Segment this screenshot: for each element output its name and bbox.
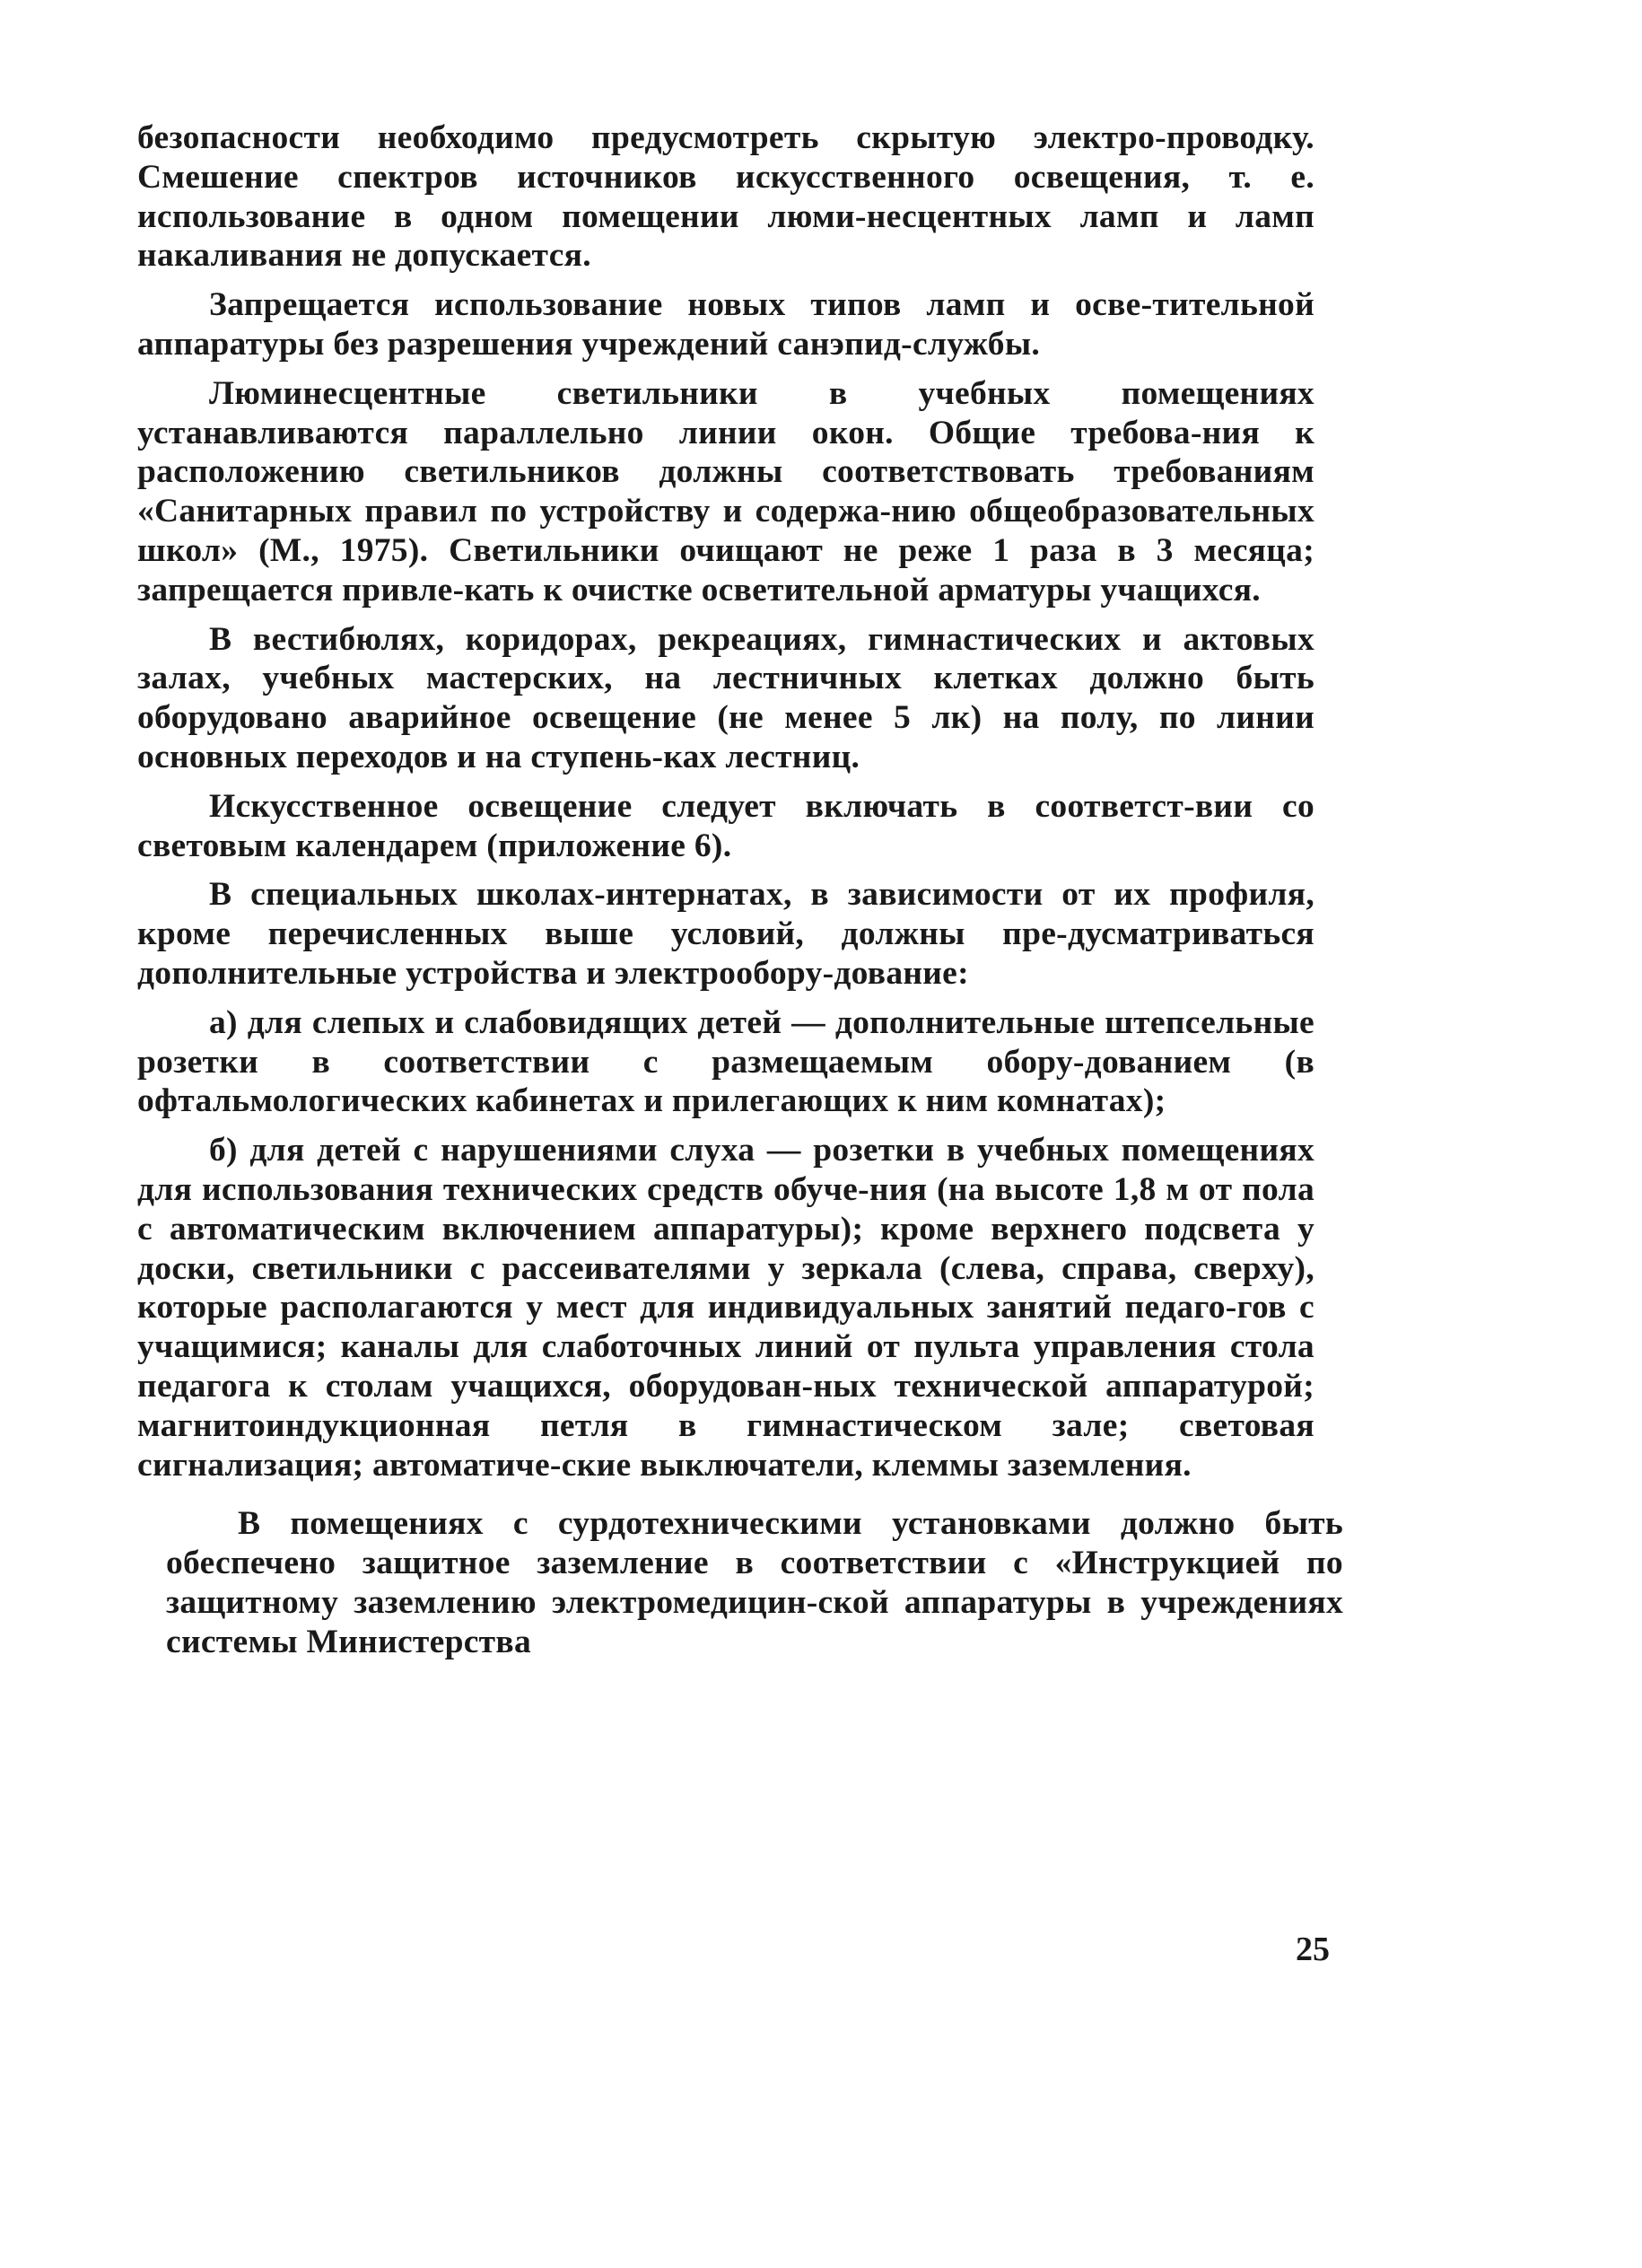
paragraph-safety-wiring: безопасности необходимо предусмотреть скрытую электро-проводку. Смешение спектров источников искусственного освещения, т. е. использование в одном помещении люми-несцентных ламп и ламп накаливания не допускается. xyxy=(137,119,1314,275)
paragraph-lamp-approval: Запрещается использование новых типов ламп и осве-тительной аппаратуры без разрешения учреждений санэпид-службы. xyxy=(137,286,1314,363)
paragraph-grounding: В помещениях с сурдотехническими установками должно быть обеспечено защитное заземление в соответствии с «Инструкцией по защитному заземлению электромедицин-ской аппаратуры в учреждениях системы Министерства xyxy=(166,1505,1343,1660)
paragraph-special-schools: В специальных школах-интернатах, в зависимости от их профиля, кроме перечисленных выше условий, должны пре-дусматриваться дополнительные устройства и электрообору-дование: xyxy=(137,876,1314,992)
paragraph-light-calendar: Искусственное освещение следует включать в соответст-вии со световым календарем (приложение 6). xyxy=(137,787,1314,864)
paragraph-item-b: б) для детей с нарушениями слуха — розетки в учебных помещениях для использования технических средств обуче-ния (на высоте 1,8 м от пола с автоматическим включением аппаратуры); кроме верхнего подсвета у доски, светильники с рассеивателями у зеркала (слева, справа, сверху), которые располагаются у мест для индивидуальных занятий педаго-гов с учащимися; каналы для слаботочных линий от пульта управления стола педагога к столам учащихся, оборудован-ных технической аппаратурой; магнитоиндукционная петля в гимнастическом зале; световая сигнализация; автоматиче-ские выключатели, клеммы заземления. xyxy=(137,1132,1314,1484)
paragraph-fluorescent-fixtures: Люминесцентные светильники в учебных помещениях устанавливаются параллельно линии окон. Общие требова-ния к расположению светильников должны соответствовать требованиям «Санитарных правил по устройству и содержа-нию общеобразовательных школ» (М., 1975). Светильники очищают не реже 1 раза в 3 месяца; запрещается привле-кать к очистке осветительной арматуры учащихся. xyxy=(137,374,1314,609)
paragraph-emergency-lighting: В вестибюлях, коридорах, рекреациях, гимнастических и актовых залах, учебных мастерских, на лестничных клетках должно быть оборудовано аварийное освещение (не менее 5 лк) на полу, по линии основных переходов и на ступень-ках лестниц. xyxy=(137,620,1314,775)
page-number: 25 xyxy=(1296,1931,1330,1968)
body-text xyxy=(137,118,1343,1671)
paragraph-item-a: а) для слепых и слабовидящих детей — дополнительные штепсельные розетки в соответствии с размещаемым обору-дованием (в офтальмологических кабинетах и прилегающих к ним комнатах); xyxy=(137,1003,1314,1120)
